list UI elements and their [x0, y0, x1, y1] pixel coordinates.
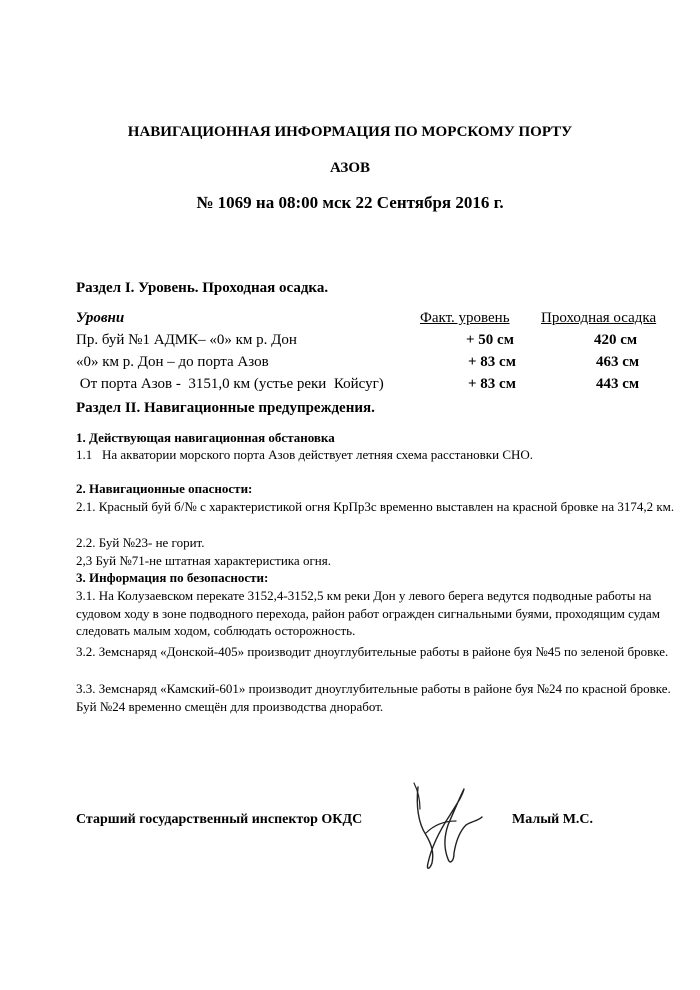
list-item: 1.1 На акватории морского порта Азов действует летняя схема расстановки СНО.	[76, 447, 534, 462]
subsection1-title: 1. Действующая навигационная обстановка	[76, 430, 335, 445]
document-subtitle-port: АЗОВ	[329, 160, 371, 176]
list-item: 2,3 Буй №71-не штатная характеристика огня.	[76, 553, 331, 568]
handwritten-signature	[404, 775, 494, 875]
table-row-draft: 420 см	[594, 332, 638, 348]
column-header-levels: Уровни	[76, 310, 125, 326]
list-item: 3.2. Земснаряд «Донской-405» производит дноуглубительные работы в районе буя №45 по зеленой бровке.	[76, 644, 669, 659]
issue-line: № 1069 на 08:00 мск 22 Сентября 2016 г.	[196, 193, 504, 212]
subsection2-title: 2. Навигационные опасности:	[76, 481, 253, 496]
section1-heading: Раздел I. Уровень. Проходная осадка.	[76, 280, 329, 296]
table-row-segment: Пр. буй №1 АДМК– «0» км р. Дон	[76, 332, 297, 348]
column-header-draft: Проходная осадка	[541, 310, 657, 326]
section2-heading: Раздел II. Навигационные предупреждения.	[76, 400, 375, 416]
list-item: 3.3. Земснаряд «Камский-601» производит дноуглубительные работы в районе буя №24 по красной бровке. Буй №24 временно смещён для производства дноработ.	[76, 681, 671, 714]
table-row-level: + 83 см	[468, 354, 516, 370]
document-title: НАВИГАЦИОННАЯ ИНФОРМАЦИЯ ПО МОРСКОМУ ПОРТУ	[127, 124, 573, 140]
table-row-level: + 50 см	[466, 332, 514, 348]
signatory-position: Старший государственный инспектор ОКДС	[76, 812, 363, 827]
table-row-level: + 83 см	[468, 376, 516, 392]
list-item: 2.2. Буй №23- не горит.	[76, 535, 205, 550]
table-row-segment: «0» км р. Дон – до порта Азов	[76, 354, 269, 370]
list-item: 3.1. На Колузаевском перекате 3152,4-3152,5 км реки Дон у левого берега ведутся подводные работы на судовом ходу в зоне подводного перехода, район работ огражден сигнальными буями, проходящим судам следовать малым ходом, соблюдать осторожность.	[76, 588, 660, 638]
table-row-draft: 463 см	[596, 354, 640, 370]
column-header-fact-level: Факт. уровень	[420, 310, 510, 326]
list-item: 2.1. Красный буй б/№ с характеристикой огня КрПр3с временно выставлен на красной бровке на 3174,2 км.	[76, 499, 675, 514]
table-row-segment: От порта Азов - 3151,0 км (устье реки Койсуг)	[76, 376, 384, 392]
subsection3-title: 3. Информация по безопасности:	[76, 570, 269, 585]
signatory-name: Малый М.С.	[512, 812, 594, 827]
table-row-draft: 443 см	[596, 376, 640, 392]
